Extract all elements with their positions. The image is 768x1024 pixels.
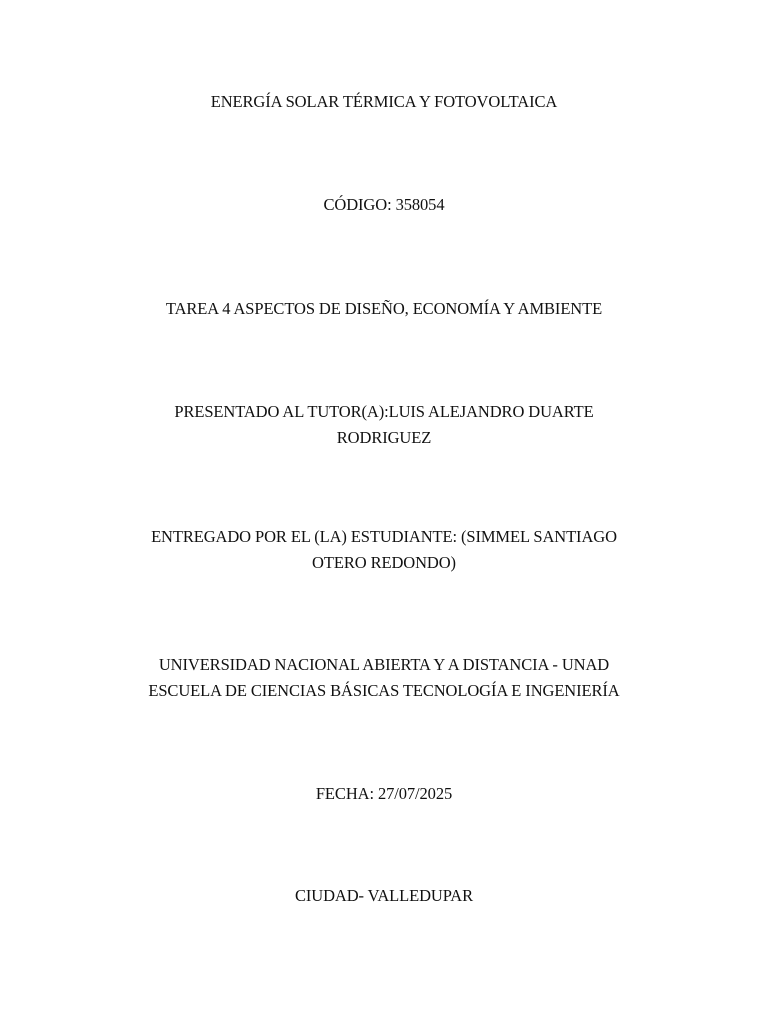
student-line-2: OTERO REDONDO) <box>312 553 456 572</box>
student-block <box>0 524 768 576</box>
submission-date: FECHA: 27/07/2025 <box>315 784 453 803</box>
institution-block <box>0 652 768 704</box>
tutor-line-1: PRESENTADO AL TUTOR(A):LUIS ALEJANDRO DUARTE <box>174 402 594 421</box>
student-line-1: ENTREGADO POR EL (LA) ESTUDIANTE: (SIMMEL SANTIAGO <box>151 527 617 546</box>
course-code: CÓDIGO: 358054 <box>323 195 445 214</box>
school-name: ESCUELA DE CIENCIAS BÁSICAS TECNOLOGÍA E INGENIERÍA <box>148 681 620 700</box>
university-name: UNIVERSIDAD NACIONAL ABIERTA Y A DISTANCIA - UNAD <box>158 655 610 674</box>
course-title: ENERGÍA SOLAR TÉRMICA Y FOTOVOLTAICA <box>210 92 558 111</box>
assignment-title: TAREA 4 ASPECTOS DE DISEÑO, ECONOMÍA Y AMBIENTE <box>165 299 603 318</box>
tutor-block <box>0 399 768 451</box>
tutor-line-2: RODRIGUEZ <box>336 428 432 447</box>
city: CIUDAD- VALLEDUPAR <box>294 886 474 905</box>
